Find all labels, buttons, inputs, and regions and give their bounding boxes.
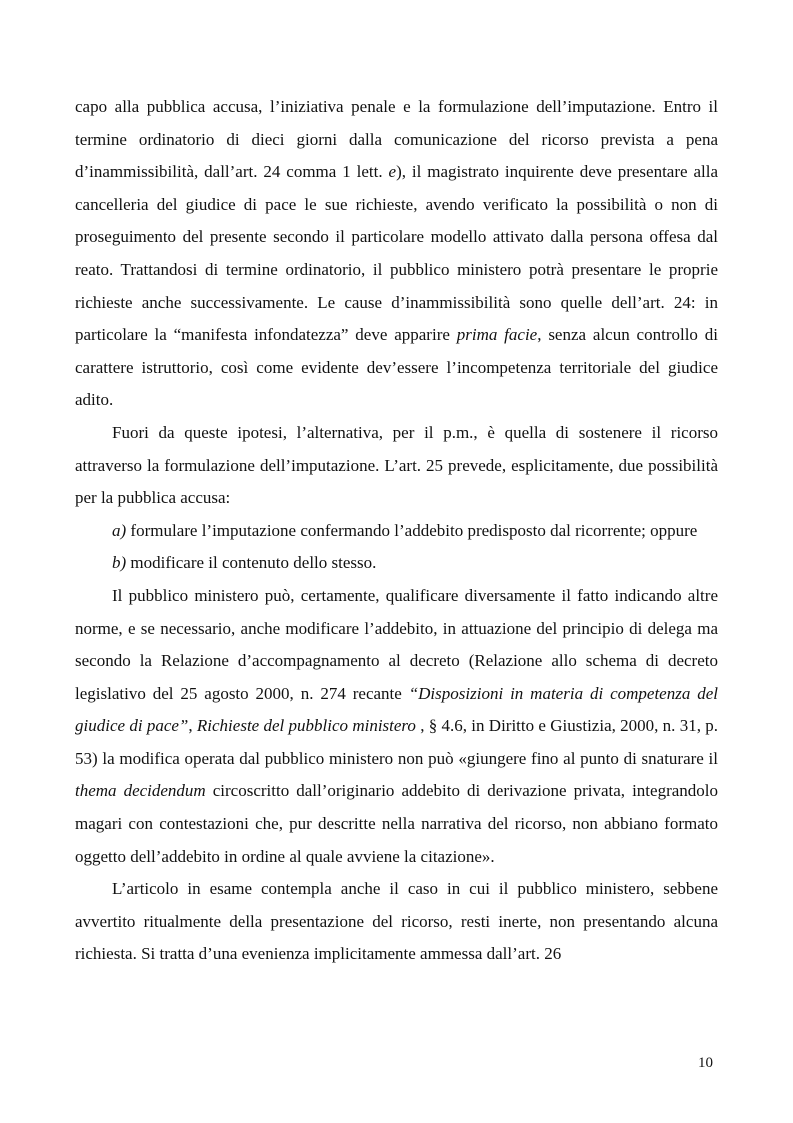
text-run: formulare l’imputazione confermando l’addebito predisposto dal ricorrente; oppure	[126, 520, 698, 540]
text-run: modificare il contenuto dello stesso.	[126, 553, 377, 573]
italic-text: thema decidendum	[75, 781, 206, 801]
paragraph-3	[75, 580, 718, 873]
italic-text: prima facie	[456, 325, 538, 345]
italic-text: a)	[112, 520, 127, 540]
text-run: ,	[188, 716, 197, 736]
text-run: circoscritto dall’originario addebito di derivazione privata, integrandolo magari con contestazioni che, pur descritte nella narrativa del ricorso, non abbiano formato oggetto dell’addebito in ordine al quale avviene la citazione».	[75, 781, 718, 866]
page-number: 10	[698, 1055, 713, 1071]
text-run: , § 4.6, in Diritto e Giustizia, 2000, n. 31, p. 53) la modifica operata dal pubblico ministero non può «giungere fino al punto di snaturare il	[75, 716, 718, 768]
text-run: , senza alcun controllo di carattere istruttorio, così come evidente dev’essere l’incompetenza territoriale del giudice adito.	[75, 325, 718, 410]
page-body	[75, 91, 718, 971]
italic-text: e	[388, 162, 397, 182]
paragraph-2	[75, 417, 718, 515]
paragraph-4	[75, 873, 718, 971]
list-item-a	[75, 515, 718, 548]
italic-text: “Disposizioni in materia di competenza del giudice di pace”	[75, 683, 718, 736]
list-item-b	[75, 547, 718, 580]
text-run: L’articolo in esame contempla anche il caso in cui il pubblico ministero, sebbene avvertito ritualmente della presentazione del ricorso, resti inerte, non presentando alcuna richiesta. Si tratta d’una evenienza implicitamente ammessa dall’art. 26	[75, 879, 718, 964]
text-run: Il pubblico ministero può, certamente, qualificare diversamente il fatto indicando altre norme, e se necessario, anche modificare l’addebito, in attuazione del principio di delega ma secondo la Relazione d’accompagnamento al decreto (Relazione allo schema di decreto legislativo del 25 agosto 2000, n. 274 recante	[75, 585, 718, 703]
text-run: Fuori da queste ipotesi, l’alternativa, per il p.m., è quella di sostenere il ricorso attraverso la formulazione dell’imputazione. L’art. 25 prevede, esplicitamente, due possibilità per la pubblica accusa:	[75, 422, 718, 508]
italic-text: Richieste del pubblico ministero	[196, 716, 416, 736]
italic-text: b)	[112, 553, 127, 573]
paragraph-1	[75, 91, 718, 417]
text-run: ), il magistrato inquirente deve presentare alla cancelleria del giudice di pace le sue richieste, avendo verificato la possibilità o non di proseguimento del presente secondo il particolare modello attivato dalla persona offesa dal reato. Trattandosi di termine ordinatorio, il pubblico ministero potrà presentare le proprie richieste anche successivamente. Le cause d’inammissibilità sono quelle dell’art. 24: in particolare la “manifesta infondatezza” deve apparire	[75, 162, 719, 345]
text-run: capo alla pubblica accusa, l’iniziativa penale e la formulazione dell’imputazione. Entro il termine ordinatorio di dieci giorni dalla comunicazione del ricorso prevista a pena d’inammissibilità, dall’art. 24 comma 1 lett.	[75, 97, 718, 182]
